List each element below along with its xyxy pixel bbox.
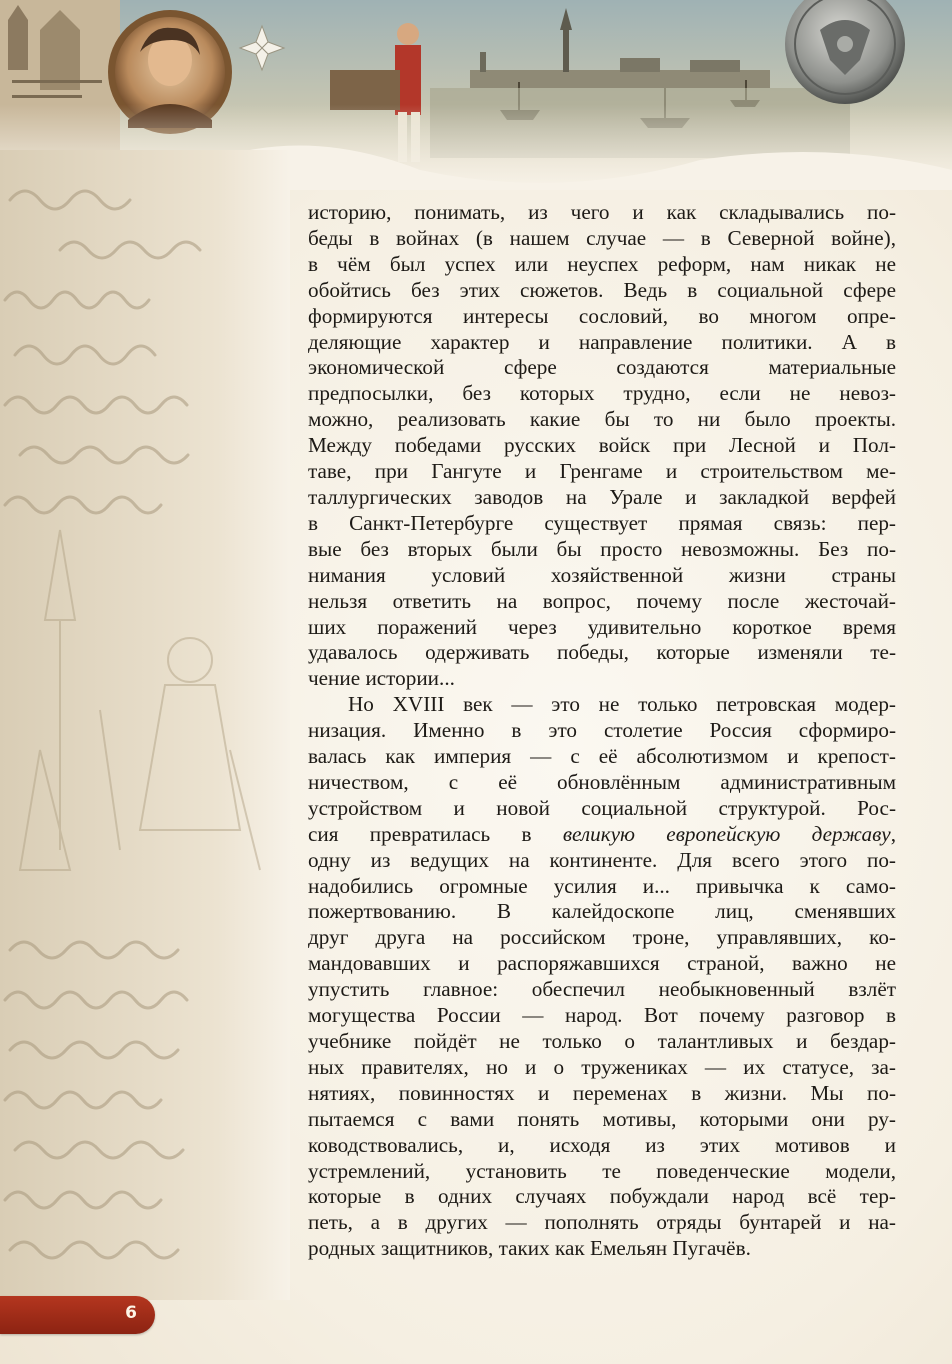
text-line: упустить главное: обеспечил необыкновенный взлёт [308, 977, 896, 1002]
manuscript-background-illustration [0, 150, 290, 1300]
text-line: Между победами русских войск при Лесной и Пол- [308, 433, 896, 458]
text-line: удавалось одерживать победы, которые изменяли те- [308, 640, 896, 665]
text-line: пожертвованию. В калейдоскопе лиц, сменявших [308, 899, 896, 924]
text-line: мандовавших и распоряжавшихся страной, важно не [308, 951, 896, 976]
text-line: чение истории... [308, 666, 455, 691]
text-line-with-emphasis [308, 822, 896, 848]
emphasized-term: великую европейскую державу [562, 821, 891, 846]
text-line: нимания условий хозяйственной жизни страны [308, 562, 896, 587]
text-line: обойтись без этих сюжетов. Ведь в социальной сфере [308, 277, 896, 302]
text-line: вые без вторых были бы просто невозможны. Без по- [308, 536, 896, 561]
text-line: формируются интересы сословий, во многом опре- [308, 303, 896, 328]
text-line: экономической сфере создаются материальные [308, 355, 896, 380]
text-line: которые в одних случаях побуждали народ всё тер- [308, 1184, 896, 1209]
text-line: в Санкт-Петербурге существует прямая связь: пер- [308, 510, 896, 535]
paragraph-1 [308, 200, 896, 692]
text-line: можно, реализовать какие бы то ни было проекты. [308, 407, 896, 432]
text-line: валась как империя — с её абсолютизмом и крепост- [308, 744, 896, 769]
text-line: ных правителях, но и о тружениках — их статусе, за- [308, 1054, 896, 1079]
text-line: петь, а в других — пополнять отряды бунтарей и на- [308, 1210, 896, 1235]
text-line: ших поражений через удивительно короткое время [308, 614, 896, 639]
text-line: могущества России — народ. Вот почему разговор в [308, 1003, 896, 1028]
text-line: учебнике пойдёт не только о талантливых и бездар- [308, 1029, 896, 1053]
text-line: одну из ведущих на континенте. Для всего этого по- [308, 847, 896, 872]
page-number-tab [0, 1296, 155, 1334]
text-line: нятиях, повинностях и переменах в жизни. Мы по- [308, 1080, 896, 1105]
text-line: надобились огромные усилия и... привычка к само- [308, 873, 896, 898]
text-line: родных защитников, таких как Емельян Пугачёв. [308, 1236, 751, 1261]
text-line: низация. Именно в это столетие Россия сформиро- [308, 718, 896, 743]
text-line: нельзя ответить на вопрос, почему после жесточай- [308, 588, 896, 613]
text-line: в чём был успех или неуспех реформ, нам никак не [308, 251, 896, 276]
text-line: Но XVIII век — это не только петровская модер- [348, 692, 896, 717]
text-fragment: , [890, 821, 896, 846]
text-line: устройством и новой социальной структурой. Рос- [308, 795, 896, 820]
page-number: 6 [125, 1303, 137, 1323]
text-line: ничеством, с её обновлённым административным [308, 769, 896, 794]
text-line: таллургических заводов на Урале и закладкой верфей [308, 484, 896, 509]
text-line: историю, понимать, из чего и как складывались по- [308, 200, 896, 224]
paragraph-2 [308, 692, 896, 1262]
text-line: ководствовались, и, исходя из этих мотивов и [308, 1132, 896, 1157]
text-line: пытаемся с вами понять мотивы, которыми они ру- [308, 1106, 896, 1131]
text-line: беды в войнах (в нашем случае — в Северной войне), [308, 225, 896, 250]
text-line: таве, при Гангуте и Гренгаме и строительством ме- [308, 459, 896, 484]
text-line: друг друга на российском троне, управлявших, ко- [308, 925, 896, 950]
text-line: предпосылки, без которых трудно, если не невоз- [308, 381, 896, 406]
main-text [308, 200, 896, 1262]
text-fragment: сия превратилась в [308, 821, 563, 846]
text-line: устремлений, установить те поведенческие модели, [308, 1158, 896, 1183]
text-line: деляющие характер и направление политики. А в [308, 329, 896, 354]
